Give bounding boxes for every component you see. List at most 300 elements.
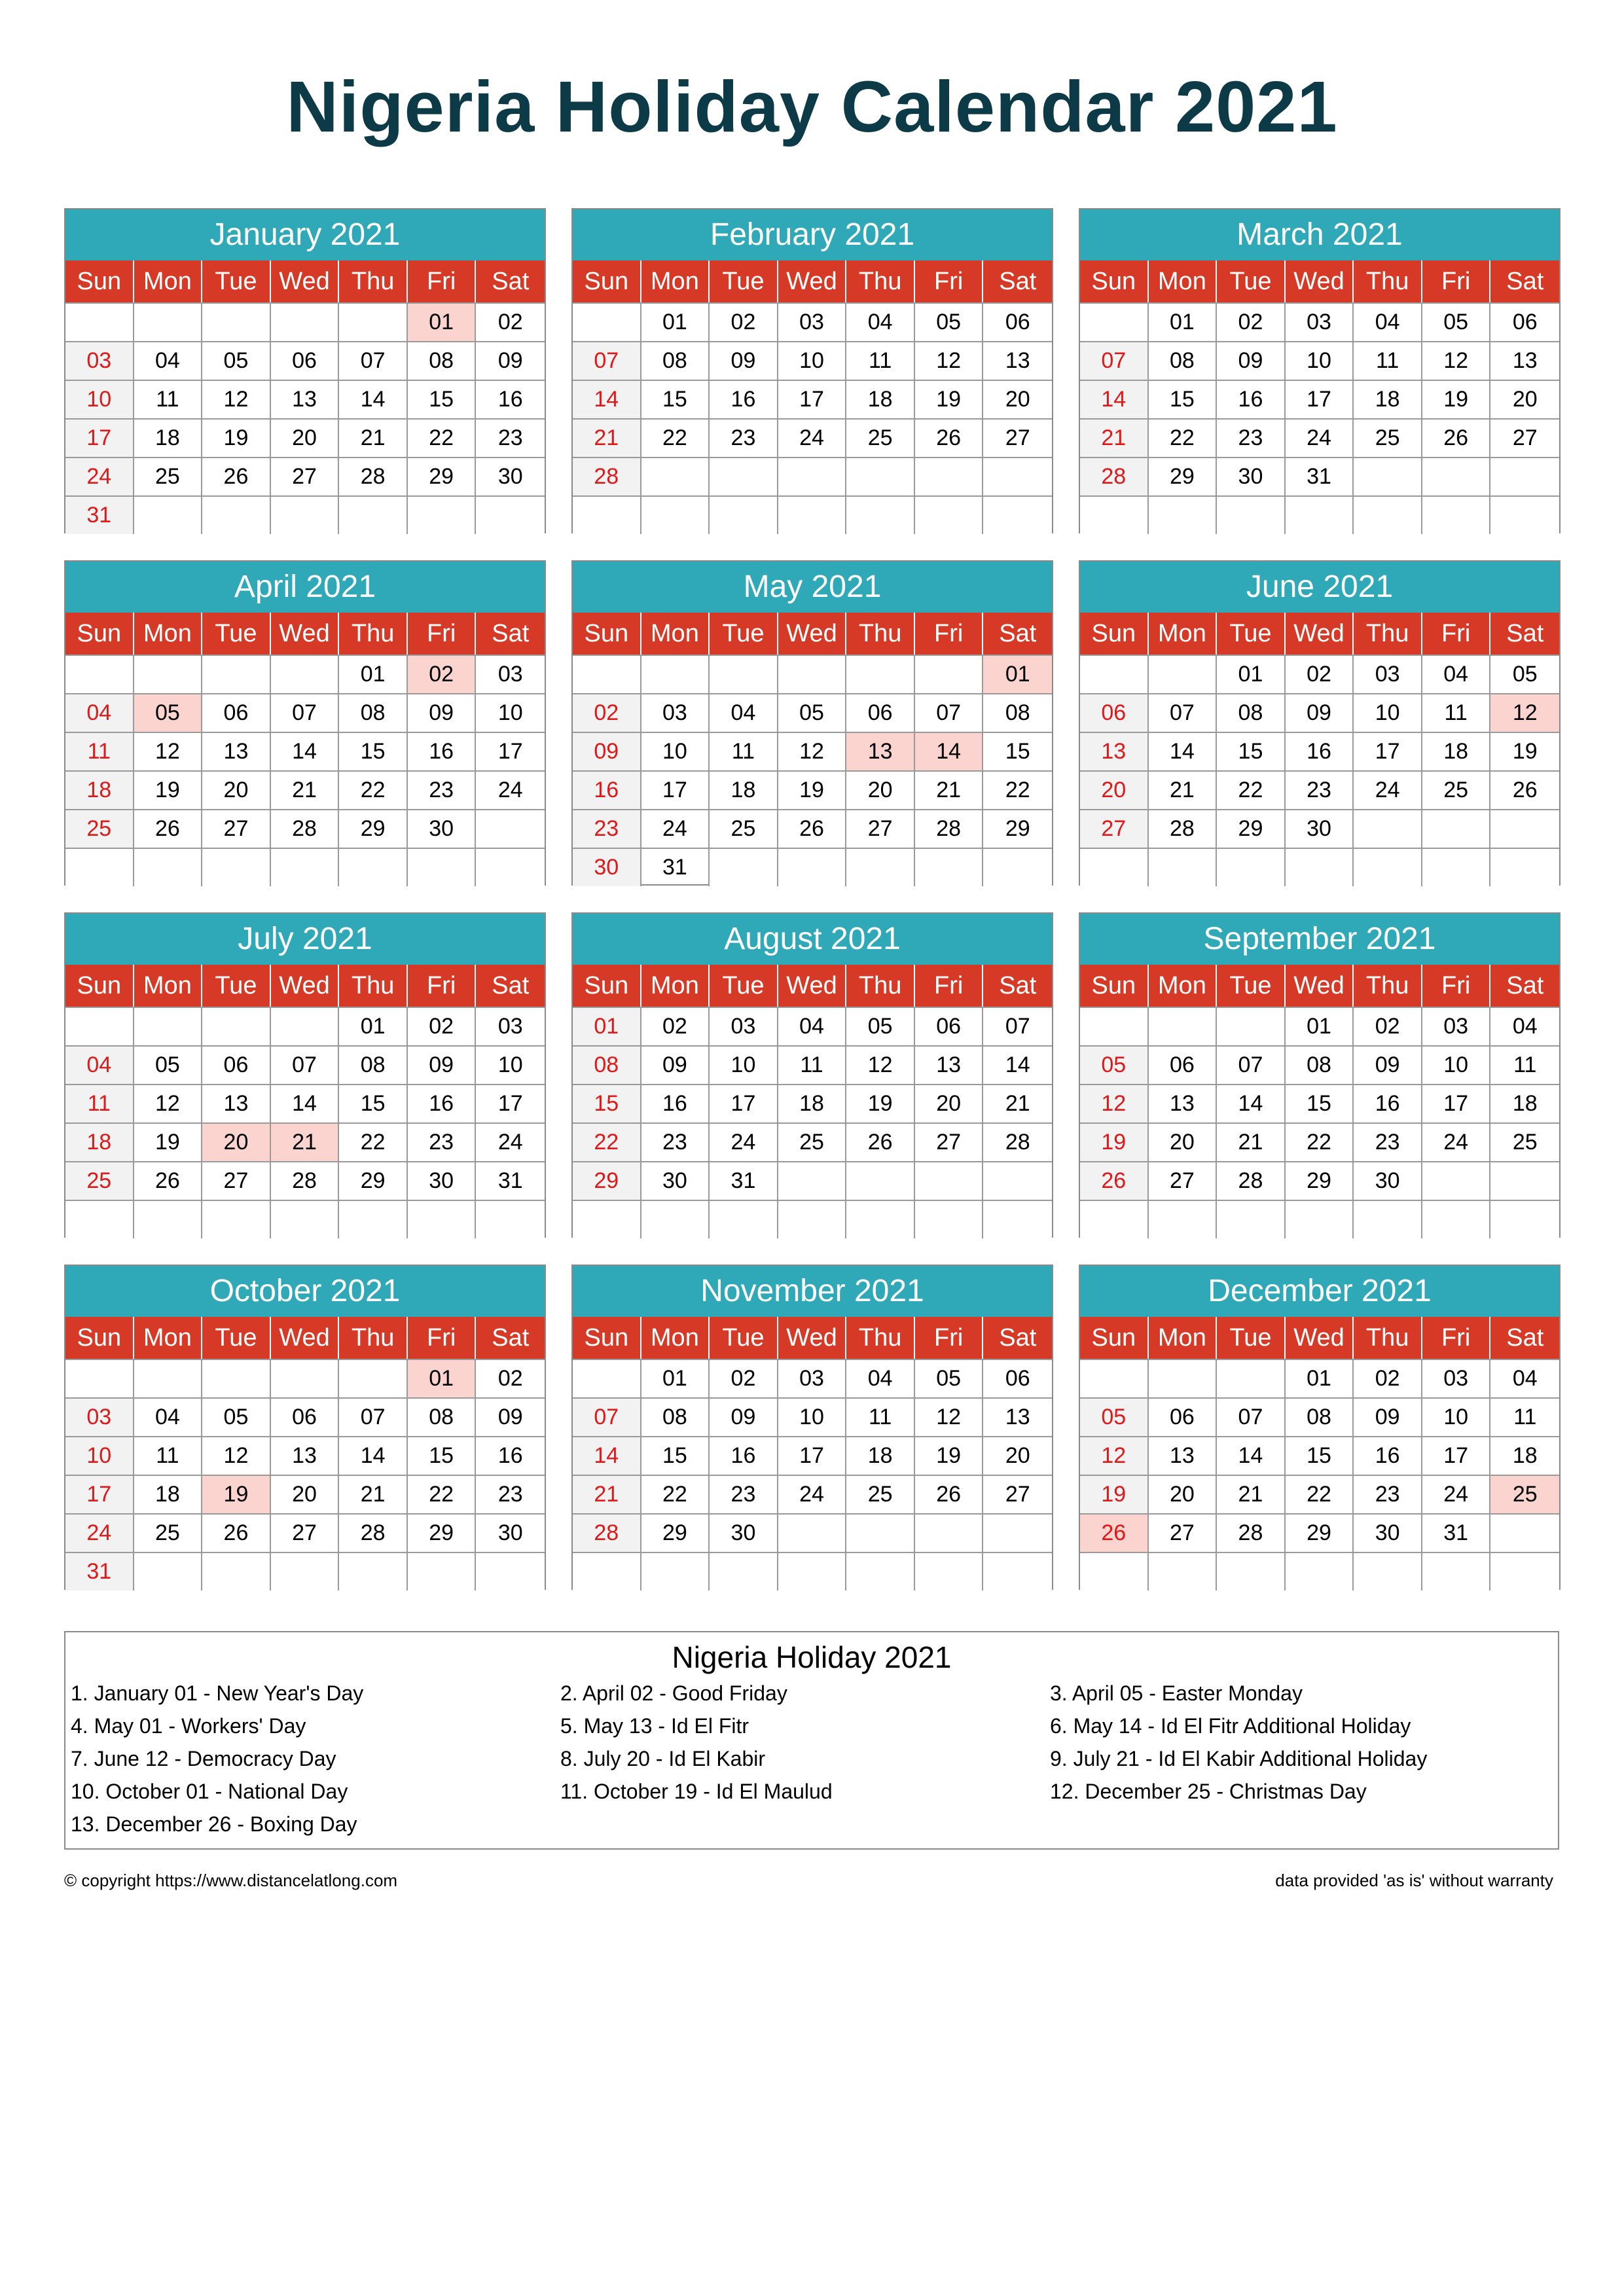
day-cell: 11 xyxy=(1513,1052,1537,1077)
day-cell: 21 xyxy=(915,772,984,809)
day-cell: 17 xyxy=(1422,1437,1491,1475)
week-row xyxy=(573,380,1052,418)
day-cell: 15 xyxy=(1149,381,1218,418)
day-cell: 30 xyxy=(573,849,641,886)
day-cell: 27 xyxy=(1512,425,1538,450)
holiday-day-cell: 02 xyxy=(408,656,477,693)
week-row xyxy=(1080,341,1559,380)
day-cell: 04 xyxy=(1512,1014,1538,1039)
day-cell: 08 xyxy=(1286,1399,1354,1436)
holiday-item: 11. October 19 - Id El Maulud xyxy=(560,1780,833,1803)
day-cell: 12 xyxy=(202,381,271,418)
weekday-label: Sun xyxy=(573,260,641,302)
day-cell: 18 xyxy=(1422,733,1491,770)
day-cell: 24 xyxy=(1422,1124,1491,1161)
weekday-label: Thu xyxy=(1354,965,1422,1007)
weekday-label: Tue xyxy=(710,965,778,1007)
weekday-label: Mon xyxy=(134,965,203,1007)
day-cell: 29 xyxy=(339,1162,408,1200)
day-cell: 09 xyxy=(1354,1047,1422,1084)
empty-day-cell xyxy=(983,849,1052,886)
week-row xyxy=(65,341,545,380)
day-cell: 30 xyxy=(497,1520,523,1545)
day-cell: 21 xyxy=(1080,420,1149,457)
day-cell: 05 xyxy=(1422,304,1491,341)
weekday-label: Wed xyxy=(1286,965,1354,1007)
day-cell: 10 xyxy=(497,700,523,725)
day-cell: 31 xyxy=(65,1553,134,1590)
holiday-item: 1. January 01 - New Year's Day xyxy=(71,1681,364,1705)
day-cell: 30 xyxy=(641,1162,710,1200)
day-cell: 02 xyxy=(641,1008,710,1045)
week-row xyxy=(573,1200,1052,1238)
weekday-label: Sun xyxy=(65,1317,134,1359)
day-cell: 24 xyxy=(778,420,847,457)
day-cell: 15 xyxy=(1217,733,1286,770)
day-cell: 18 xyxy=(134,1476,203,1513)
empty-day-cell xyxy=(1354,497,1422,534)
empty-day-cell xyxy=(339,1201,408,1238)
holiday-day-cell: 01 xyxy=(983,656,1052,693)
empty-day-cell xyxy=(983,458,1052,495)
day-cell: 17 xyxy=(778,381,847,418)
day-cell: 15 xyxy=(641,381,710,418)
empty-day-cell xyxy=(1080,497,1149,534)
weekday-label: Sun xyxy=(1080,260,1149,302)
day-cell: 12 xyxy=(778,733,847,770)
empty-day-cell xyxy=(339,1360,408,1397)
empty-day-cell xyxy=(65,849,134,886)
holiday-day-cell: 26 xyxy=(1080,1515,1149,1552)
empty-day-cell xyxy=(710,849,778,886)
weekday-label: Mon xyxy=(134,260,203,302)
day-cell: 04 xyxy=(846,304,915,341)
weekday-label: Fri xyxy=(408,965,477,1007)
day-cell: 30 xyxy=(1354,1162,1422,1200)
day-cell: 21 xyxy=(1217,1476,1286,1513)
empty-day-cell xyxy=(65,1201,134,1238)
month-calendar xyxy=(1079,560,1561,886)
day-cell: 14 xyxy=(271,1085,340,1122)
empty-day-cell xyxy=(1490,810,1559,848)
empty-day-cell xyxy=(641,458,710,495)
day-cell: 27 xyxy=(1149,1162,1218,1200)
weekday-label: Sat xyxy=(999,268,1037,295)
weekday-header xyxy=(573,965,1052,1007)
day-cell: 09 xyxy=(497,348,523,373)
weekday-header xyxy=(573,260,1052,302)
day-cell: 06 xyxy=(846,694,915,732)
day-cell: 01 xyxy=(1286,1360,1354,1397)
empty-day-cell xyxy=(65,304,134,341)
weekday-label: Wed xyxy=(778,965,847,1007)
day-cell: 10 xyxy=(65,381,134,418)
day-cell: 26 xyxy=(134,810,203,848)
day-cell: 06 xyxy=(1005,1366,1030,1391)
day-cell: 16 xyxy=(710,1437,778,1475)
day-cell: 23 xyxy=(573,810,641,848)
empty-day-cell xyxy=(202,304,271,341)
week-row xyxy=(1080,1552,1559,1590)
day-cell: 29 xyxy=(1149,458,1218,495)
empty-day-cell xyxy=(915,458,984,495)
day-cell: 12 xyxy=(1080,1437,1149,1475)
week-row xyxy=(65,380,545,418)
month-title: August 2021 xyxy=(573,914,1052,965)
weekday-label: Thu xyxy=(846,260,915,302)
empty-day-cell xyxy=(1080,1201,1149,1238)
weekday-label: Sun xyxy=(573,965,641,1007)
day-cell: 09 xyxy=(408,1047,477,1084)
empty-day-cell xyxy=(1422,497,1491,534)
month-calendar xyxy=(571,1265,1053,1590)
empty-day-cell xyxy=(983,497,1052,534)
empty-day-cell xyxy=(983,1162,1052,1200)
weekday-label: Mon xyxy=(134,1317,203,1359)
month-title: December 2021 xyxy=(1080,1266,1559,1317)
weekday-label: Mon xyxy=(1149,1317,1218,1359)
empty-day-cell xyxy=(641,1553,710,1590)
day-cell: 17 xyxy=(641,772,710,809)
day-cell: 11 xyxy=(65,1085,134,1122)
empty-day-cell xyxy=(271,304,340,341)
empty-day-cell xyxy=(778,1201,847,1238)
day-cell: 24 xyxy=(710,1124,778,1161)
day-cell: 14 xyxy=(1217,1437,1286,1475)
day-cell: 07 xyxy=(1149,694,1218,732)
weekday-label: Tue xyxy=(202,613,271,655)
weekday-label: Thu xyxy=(339,965,408,1007)
weekday-label: Wed xyxy=(778,1317,847,1359)
day-cell: 27 xyxy=(846,810,915,848)
weekday-header xyxy=(573,1317,1052,1359)
day-cell: 25 xyxy=(1512,1130,1538,1155)
day-cell: 04 xyxy=(710,694,778,732)
day-cell: 03 xyxy=(778,304,847,341)
week-row xyxy=(573,693,1052,732)
day-cell: 19 xyxy=(915,381,984,418)
day-cell: 05 xyxy=(846,1008,915,1045)
day-cell: 15 xyxy=(641,1437,710,1475)
weekday-header xyxy=(65,613,545,655)
week-row xyxy=(573,418,1052,457)
weekday-label: Sun xyxy=(1080,965,1149,1007)
day-cell: 20 xyxy=(271,1476,340,1513)
day-cell: 10 xyxy=(778,1399,847,1436)
day-cell: 05 xyxy=(778,694,847,732)
weekday-label: Tue xyxy=(1217,260,1286,302)
day-cell: 04 xyxy=(134,1399,203,1436)
weekday-label: Wed xyxy=(271,613,340,655)
day-cell: 22 xyxy=(573,1124,641,1161)
empty-day-cell xyxy=(846,1201,915,1238)
day-cell: 29 xyxy=(1286,1515,1354,1552)
weekday-header xyxy=(65,1317,545,1359)
day-cell: 20 xyxy=(915,1085,984,1122)
empty-day-cell xyxy=(1354,810,1422,848)
empty-day-cell xyxy=(710,497,778,534)
day-cell: 01 xyxy=(641,1360,710,1397)
day-cell: 10 xyxy=(1286,342,1354,380)
weekday-label: Fri xyxy=(915,965,984,1007)
weekday-label: Sun xyxy=(573,613,641,655)
day-cell: 17 xyxy=(1354,733,1422,770)
empty-day-cell xyxy=(271,1201,340,1238)
day-cell: 08 xyxy=(1005,700,1030,725)
day-cell: 26 xyxy=(202,458,271,495)
weekday-label: Sun xyxy=(65,613,134,655)
week-row xyxy=(65,1513,545,1552)
day-cell: 24 xyxy=(1286,420,1354,457)
month-calendar xyxy=(1079,912,1561,1238)
empty-day-cell xyxy=(1422,810,1491,848)
weekday-label: Mon xyxy=(641,1317,710,1359)
day-cell: 19 xyxy=(1512,739,1538,764)
day-cell: 05 xyxy=(915,304,984,341)
empty-day-cell xyxy=(202,1360,271,1397)
day-cell: 26 xyxy=(1080,1162,1149,1200)
week-row xyxy=(573,809,1052,848)
day-cell: 11 xyxy=(1422,694,1491,732)
empty-day-cell xyxy=(339,849,408,886)
day-cell: 23 xyxy=(641,1124,710,1161)
weekday-label: Fri xyxy=(915,260,984,302)
day-cell: 30 xyxy=(1217,458,1286,495)
day-cell: 03 xyxy=(1286,304,1354,341)
weekday-label: Sat xyxy=(999,1324,1037,1352)
day-cell: 19 xyxy=(134,1124,203,1161)
day-cell: 06 xyxy=(271,1399,340,1436)
day-cell: 13 xyxy=(202,733,271,770)
day-cell: 23 xyxy=(1354,1476,1422,1513)
day-cell: 09 xyxy=(1354,1399,1422,1436)
day-cell: 03 xyxy=(1422,1360,1491,1397)
weekday-label: Tue xyxy=(202,1317,271,1359)
week-row xyxy=(573,655,1052,693)
week-row xyxy=(1080,1122,1559,1161)
day-cell: 18 xyxy=(846,1437,915,1475)
day-cell: 28 xyxy=(1080,458,1149,495)
empty-day-cell xyxy=(1217,849,1286,886)
weekday-label: Sun xyxy=(1080,1317,1149,1359)
day-cell: 22 xyxy=(408,420,477,457)
weekday-label: Thu xyxy=(339,613,408,655)
week-row xyxy=(1080,495,1559,534)
day-cell: 14 xyxy=(1217,1085,1286,1122)
day-cell: 19 xyxy=(134,772,203,809)
day-cell: 01 xyxy=(1286,1008,1354,1045)
month-calendar xyxy=(571,208,1053,533)
day-cell: 28 xyxy=(339,458,408,495)
weekday-header xyxy=(65,965,545,1007)
day-cell: 12 xyxy=(846,1047,915,1084)
day-cell: 03 xyxy=(497,662,523,687)
day-cell: 30 xyxy=(408,810,477,848)
day-cell: 26 xyxy=(915,1476,984,1513)
weekday-label: Sat xyxy=(492,1324,530,1352)
week-row xyxy=(1080,1475,1559,1513)
empty-day-cell xyxy=(339,497,408,534)
day-cell: 08 xyxy=(641,342,710,380)
day-cell: 27 xyxy=(271,458,340,495)
day-cell: 13 xyxy=(915,1047,984,1084)
weekday-label: Tue xyxy=(1217,613,1286,655)
empty-day-cell xyxy=(1490,1553,1559,1590)
empty-day-cell xyxy=(134,849,203,886)
weekday-label: Mon xyxy=(134,613,203,655)
day-cell: 01 xyxy=(641,304,710,341)
weekday-label: Tue xyxy=(710,1317,778,1359)
day-cell: 06 xyxy=(915,1008,984,1045)
day-cell: 29 xyxy=(408,458,477,495)
day-cell: 09 xyxy=(710,342,778,380)
day-cell: 07 xyxy=(1005,1014,1030,1039)
empty-day-cell xyxy=(846,458,915,495)
week-row xyxy=(65,732,545,770)
week-row xyxy=(65,1475,545,1513)
day-cell: 16 xyxy=(710,381,778,418)
empty-day-cell xyxy=(271,656,340,693)
day-cell: 22 xyxy=(641,420,710,457)
empty-day-cell xyxy=(1490,1162,1559,1200)
weekday-label: Thu xyxy=(1354,613,1422,655)
day-cell: 14 xyxy=(573,381,641,418)
week-row xyxy=(65,809,545,848)
empty-day-cell xyxy=(915,1553,984,1590)
day-cell: 18 xyxy=(1512,1443,1538,1468)
day-cell: 28 xyxy=(339,1515,408,1552)
day-cell: 10 xyxy=(778,342,847,380)
day-cell: 11 xyxy=(846,342,915,380)
day-cell: 09 xyxy=(497,1405,523,1429)
week-row xyxy=(573,1122,1052,1161)
day-cell: 09 xyxy=(573,733,641,770)
empty-day-cell xyxy=(65,1360,134,1397)
day-cell: 15 xyxy=(408,1437,477,1475)
empty-day-cell xyxy=(1286,1201,1354,1238)
month-title: April 2021 xyxy=(65,562,545,613)
week-row xyxy=(65,1045,545,1084)
empty-day-cell xyxy=(1354,1201,1422,1238)
weekday-label: Fri xyxy=(915,613,984,655)
holiday-day-cell: 01 xyxy=(408,304,477,341)
day-cell: 19 xyxy=(1422,381,1491,418)
month-calendar xyxy=(64,912,546,1238)
weekday-label: Thu xyxy=(846,1317,915,1359)
day-cell: 25 xyxy=(134,1515,203,1552)
weekday-label: Sat xyxy=(492,972,530,999)
day-cell: 03 xyxy=(65,1399,134,1436)
weekday-label: Wed xyxy=(1286,1317,1354,1359)
empty-day-cell xyxy=(1217,1201,1286,1238)
empty-day-cell xyxy=(710,656,778,693)
holiday-item: 2. April 02 - Good Friday xyxy=(560,1681,787,1705)
month-title: October 2021 xyxy=(65,1266,545,1317)
day-cell: 26 xyxy=(915,420,984,457)
day-cell: 08 xyxy=(1286,1047,1354,1084)
day-cell: 22 xyxy=(408,1476,477,1513)
week-row xyxy=(65,693,545,732)
empty-day-cell xyxy=(915,1201,984,1238)
week-row xyxy=(573,1007,1052,1045)
weekday-label: Wed xyxy=(271,1317,340,1359)
day-cell: 09 xyxy=(408,694,477,732)
empty-day-cell xyxy=(134,1360,203,1397)
weekday-label: Fri xyxy=(1422,1317,1491,1359)
day-cell: 10 xyxy=(1354,694,1422,732)
weekday-label: Mon xyxy=(641,613,710,655)
day-cell: 10 xyxy=(1422,1399,1491,1436)
week-row xyxy=(65,655,545,693)
empty-day-cell xyxy=(271,849,340,886)
week-row xyxy=(1080,848,1559,886)
day-cell: 27 xyxy=(202,810,271,848)
empty-day-cell xyxy=(1080,656,1149,693)
month-title: July 2021 xyxy=(65,914,545,965)
day-cell: 11 xyxy=(1354,342,1422,380)
day-cell: 19 xyxy=(1080,1124,1149,1161)
day-cell: 07 xyxy=(1217,1047,1286,1084)
weekday-label: Sat xyxy=(1506,1324,1544,1352)
day-cell: 29 xyxy=(408,1515,477,1552)
week-row xyxy=(65,1007,545,1045)
empty-day-cell xyxy=(983,1201,1052,1238)
day-cell: 08 xyxy=(408,342,477,380)
day-cell: 07 xyxy=(271,1047,340,1084)
week-row xyxy=(65,770,545,809)
empty-day-cell xyxy=(134,1553,203,1590)
empty-day-cell xyxy=(1149,1360,1218,1397)
empty-day-cell xyxy=(1149,1201,1218,1238)
day-cell: 20 xyxy=(1080,772,1149,809)
day-cell: 13 xyxy=(1080,733,1149,770)
day-cell: 04 xyxy=(1512,1366,1538,1391)
week-row xyxy=(1080,693,1559,732)
day-cell: 30 xyxy=(1286,810,1354,848)
day-cell: 18 xyxy=(65,772,134,809)
weekday-label: Sat xyxy=(492,620,530,647)
day-cell: 12 xyxy=(915,342,984,380)
day-cell: 22 xyxy=(1217,772,1286,809)
day-cell: 20 xyxy=(1005,387,1030,412)
day-cell: 24 xyxy=(641,810,710,848)
empty-day-cell xyxy=(573,1201,641,1238)
empty-day-cell xyxy=(1354,1553,1422,1590)
day-cell: 10 xyxy=(641,733,710,770)
day-cell: 24 xyxy=(778,1476,847,1513)
day-cell: 16 xyxy=(408,1085,477,1122)
week-row xyxy=(65,1436,545,1475)
weekday-label: Tue xyxy=(202,260,271,302)
day-cell: 31 xyxy=(710,1162,778,1200)
day-cell: 13 xyxy=(271,1437,340,1475)
empty-day-cell xyxy=(339,1553,408,1590)
day-cell: 23 xyxy=(408,772,477,809)
day-cell: 22 xyxy=(339,1124,408,1161)
day-cell: 19 xyxy=(915,1437,984,1475)
day-cell: 11 xyxy=(134,381,203,418)
weekday-label: Tue xyxy=(1217,965,1286,1007)
day-cell: 18 xyxy=(846,381,915,418)
weekday-label: Sun xyxy=(1080,613,1149,655)
week-row xyxy=(573,1161,1052,1200)
week-row xyxy=(65,302,545,341)
day-cell: 14 xyxy=(339,1437,408,1475)
day-cell: 24 xyxy=(1354,772,1422,809)
day-cell: 14 xyxy=(573,1437,641,1475)
day-cell: 05 xyxy=(1080,1047,1149,1084)
weekday-label: Thu xyxy=(1354,260,1422,302)
